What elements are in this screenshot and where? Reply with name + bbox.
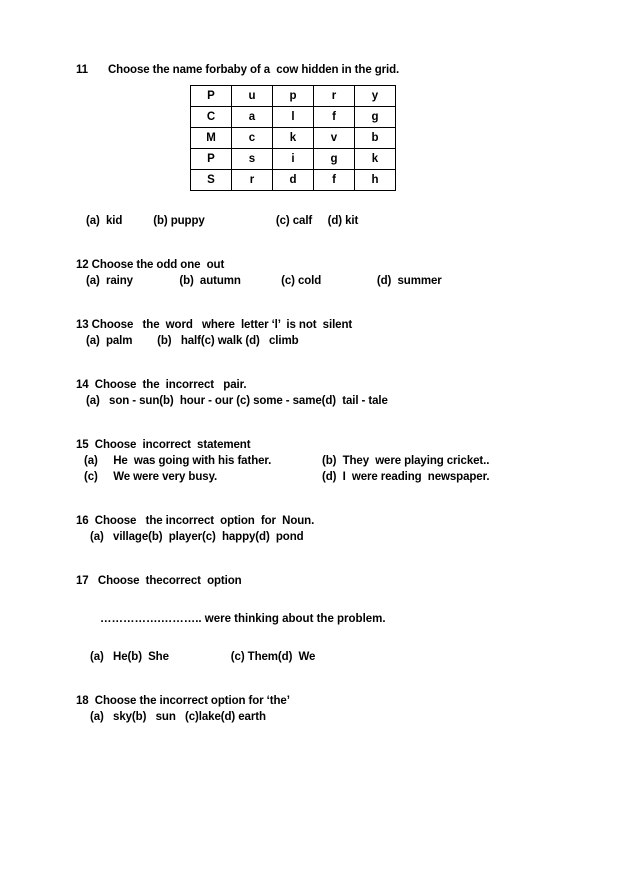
spacer [76, 229, 546, 257]
table-row [191, 86, 396, 107]
question-11 [76, 62, 546, 229]
table-row [191, 149, 396, 170]
grid-cell: P [191, 149, 232, 170]
question-13-options[interactable]: (a) palm (b) half(c) walk (d) climb [86, 335, 299, 347]
spacer [76, 409, 546, 437]
grid-cell: d [273, 170, 314, 191]
table-row [191, 128, 396, 149]
grid-cell: u [232, 86, 273, 107]
grid-cell: y [355, 86, 396, 107]
spacer [76, 665, 546, 693]
grid-cell: M [191, 128, 232, 149]
question-14 [76, 377, 546, 409]
question-16 [76, 513, 546, 545]
question-17-fill-in-blank: …………….……….. were thinking about the problem. [100, 613, 386, 625]
grid-cell: k [355, 149, 396, 170]
grid-cell: l [273, 107, 314, 128]
question-15-option-b[interactable]: (b) They were playing cricket.. [322, 455, 490, 467]
question-12-prompt: 12 Choose the odd one out [76, 259, 225, 271]
question-11-text: Choose the name forbaby of a cow hidden in the grid. [107, 64, 400, 76]
grid-cell: r [232, 170, 273, 191]
letter-grid-wrapper [76, 85, 546, 191]
question-12-options[interactable]: (a) rainy (b) autumn (c) cold (d) summer [86, 275, 442, 287]
question-18 [76, 693, 546, 725]
question-15-option-a[interactable]: (a) He was going with his father. [84, 455, 272, 467]
question-17-options[interactable]: (a) He(b) She (c) Them(d) We [90, 651, 316, 663]
grid-cell: v [314, 128, 355, 149]
letter-grid [190, 85, 396, 191]
question-11-number: 11 [76, 64, 88, 76]
grid-cell: s [232, 149, 273, 170]
spacer [76, 485, 546, 513]
question-18-prompt: 18 Choose the incorrect option for ‘the’ [76, 695, 290, 707]
spacer [76, 545, 546, 573]
question-11-prompt [76, 62, 546, 78]
grid-cell: a [232, 107, 273, 128]
question-15-option-c[interactable]: (c) We were very busy. [84, 471, 218, 483]
grid-cell: f [314, 107, 355, 128]
question-15-option-d[interactable]: (d) I were reading newspaper. [322, 471, 490, 483]
question-15 [76, 437, 546, 485]
spacer [76, 589, 546, 611]
grid-cell: p [273, 86, 314, 107]
grid-cell: g [314, 149, 355, 170]
worksheet-content [76, 62, 546, 725]
question-13 [76, 317, 546, 349]
grid-cell: g [355, 107, 396, 128]
spacer [76, 191, 546, 213]
grid-cell: k [273, 128, 314, 149]
question-15-options-row-2 [76, 469, 546, 485]
table-row [191, 107, 396, 128]
spacer [76, 289, 546, 317]
grid-cell: f [314, 170, 355, 191]
table-row [191, 170, 396, 191]
question-18-options[interactable]: (a) sky(b) sun (c)lake(d) earth [90, 711, 266, 723]
question-15-prompt: 15 Choose incorrect statement [76, 439, 251, 451]
question-11-options[interactable]: (a) kid (b) puppy (c) calf (d) kit [86, 215, 359, 227]
grid-cell: c [232, 128, 273, 149]
question-14-prompt: 14 Choose the incorrect pair. [76, 379, 247, 391]
question-17-prompt: 17 Choose thecorrect option [76, 575, 242, 587]
question-12 [76, 257, 546, 289]
question-14-options[interactable]: (a) son - sun(b) hour - our (c) some - same(d) tail - tale [86, 395, 388, 407]
question-13-prompt: 13 Choose the word where letter ‘l’ is not silent [76, 319, 353, 331]
question-16-options[interactable]: (a) village(b) player(c) happy(d) pond [90, 531, 304, 543]
grid-cell: S [191, 170, 232, 191]
grid-cell: r [314, 86, 355, 107]
question-15-options-row-1 [76, 453, 546, 469]
grid-cell: P [191, 86, 232, 107]
question-17 [76, 573, 546, 665]
grid-cell: i [273, 149, 314, 170]
spacer [76, 627, 546, 649]
grid-cell: b [355, 128, 396, 149]
spacer [76, 349, 546, 377]
grid-cell: h [355, 170, 396, 191]
grid-cell: C [191, 107, 232, 128]
question-16-prompt: 16 Choose the incorrect option for Noun. [76, 515, 315, 527]
